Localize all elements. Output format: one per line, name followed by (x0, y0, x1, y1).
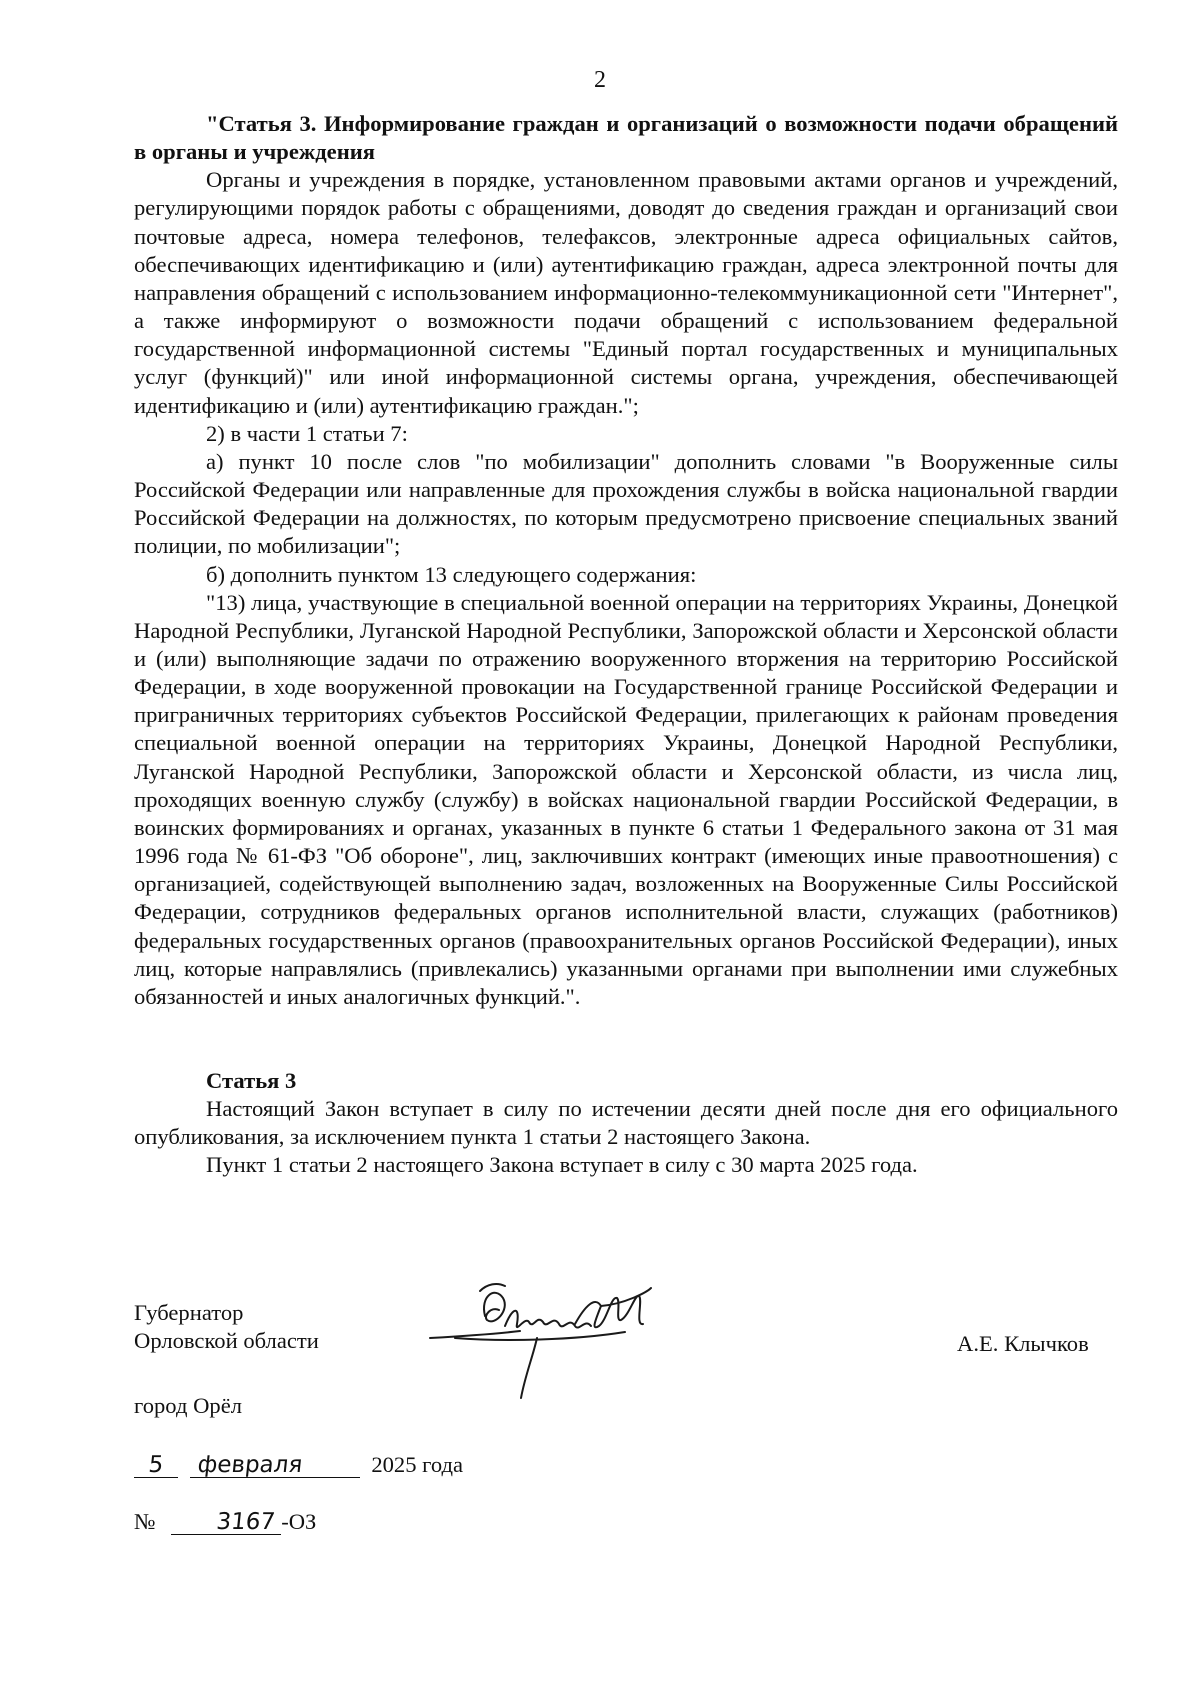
date-day-field (134, 1451, 178, 1478)
statya3-paragraph-2: Пункт 1 статьи 2 настоящего Закона вступает в силу с 30 марта 2025 года. (206, 1152, 918, 1178)
item-2a: а) пункт 10 после слов "по мобилизации" дополнить словами "в Вооруженные силы Российской Федерации или направленные для прохождения службы в войска национальной гвардии Российской Федерации на должностях, по которым предусмотрено присвоение специальных званий полиции, по мобилизации"; (134, 448, 1118, 559)
date-month: февраля (195, 1452, 304, 1478)
date-year: 2025 года (371, 1452, 464, 1477)
date-line (134, 1451, 463, 1479)
place: город Орёл (134, 1393, 243, 1418)
number-field (171, 1508, 281, 1535)
article3-body: Органы и учреждения в порядке, установленном правовыми актами органов и учреждений, регулирующими порядок работы с обращениями, доводят до сведения граждан и организаций свои почтовые адреса, номера телефонов, телефаксов, электронные адреса официальных сайтов, обеспечивающих идентификацию и (или) аутентификацию граждан, адреса электронной почты для направления обращений с использованием информационно-телекоммуникационной сети "Интернет", а также информируют о возможности подачи обращений с использованием федеральной государственной информационной системы "Единый портал государственных и муниципальных услуг (функций)" или иной информационной системы органа, учреждения, обеспечивающей идентификацию и (или) аутентификацию граждан."; (134, 167, 1118, 418)
signer-title-line2: Орловской области (134, 1328, 319, 1353)
handwritten-signature (425, 1276, 685, 1406)
document-body (134, 110, 1118, 1180)
article3-heading-text: "Статья 3. Информирование граждан и организаций о возможности подачи обращений в органы и учреждения (134, 111, 1118, 165)
number-prefix: № (134, 1509, 156, 1534)
number-suffix: -ОЗ (281, 1509, 317, 1534)
number-line (134, 1508, 316, 1536)
item-2: 2) в части 1 статьи 7: (206, 420, 408, 446)
date-month-field (190, 1451, 360, 1478)
signer-name: А.Е. Клычков (957, 1331, 1089, 1356)
item-13: "13) лица, участвующие в специальной военной операции на территориях Украины, Донецкой Народной Республики, Луганской Народной Республики, Запорожской области и Херсонской области и (или) выполняющие задачи по отражению вооруженного вторжения на территорию Российской Федерации, в ходе вооруженной провокации на Государственной границе Российской Федерации и приграничных территориях субъектов Российской Федерации, прилегающих к районам проведения специальной военной операции на территориях Украины, Донецкой Народной Республики, Луганской Народной Республики, Запорожской области и Херсонской области, из числа лиц, проходящих военную службу (службу) в войсках национальной гвардии Российской Федерации, в воинских формированиях и органах, указанных в пункте 6 статьи 1 Федерального закона от 31 мая 1996 года № 61-ФЗ "Об обороне", лиц, заключивших контракт (имеющих иные правоотношения) с организацией, содействующей выполнению задач, возложенных на Вооруженные Силы Российской Федерации, сотрудников федеральных органов исполнительной власти, служащих (работников) федеральных государственных органов (правоохранительных органов Российской Федерации), иных лиц, которые направлялись (привлекались) указанными органами при выполнении ими служебных обязанностей и иных аналогичных функций.". (134, 589, 1118, 1009)
item-2b: б) дополнить пунктом 13 следующего содержания: (206, 561, 697, 587)
article3-heading (134, 110, 1118, 166)
statya3-heading: Статья 3 (206, 1068, 297, 1093)
number-value: 3167 (215, 1509, 277, 1535)
signer-title-line1: Губернатор (134, 1300, 244, 1325)
statya3-paragraph-1: Настоящий Закон вступает в силу по истечении десяти дней после дня его официального опубликования, за исключением пункта 1 статьи 2 настоящего Закона. (134, 1096, 1118, 1150)
page-number: 2 (594, 67, 606, 93)
date-day: 5 (147, 1452, 165, 1478)
